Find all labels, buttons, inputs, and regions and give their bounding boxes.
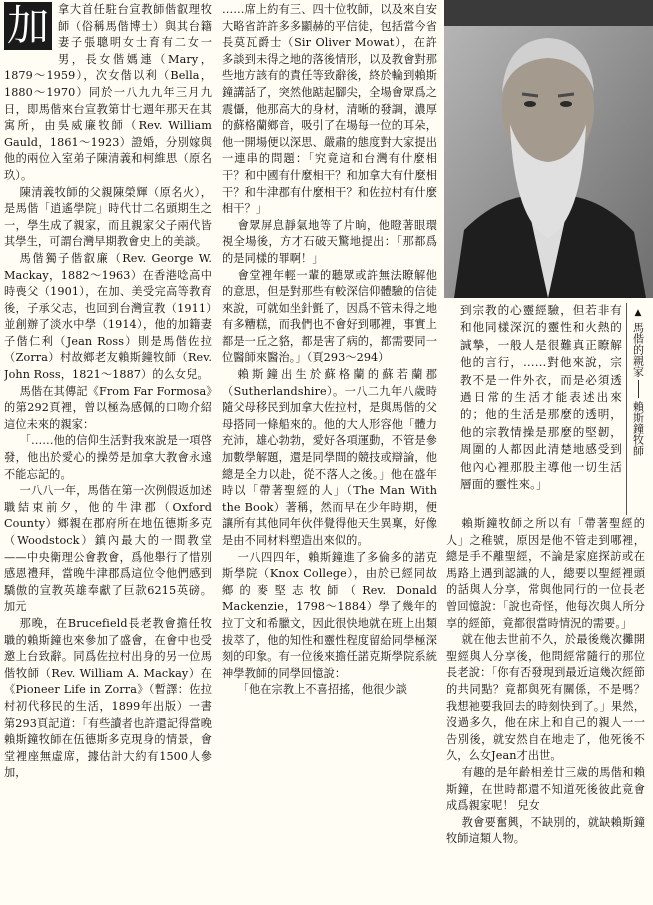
paragraph: ……席上約有三、四十位牧師，以及來自安大略省許許多多顯赫的平信徒，包括當今省長莫瓦爵士（Sir Oliver Mowat），在許多談到未得之地的落後情形，以及教會對那些地方該有的責任等致辭後，終於輪到賴斯鐘講話了，突然他踮起腳尖，全場會眾爲之震懾，他那高大的身材，清晰的發調，濃厚的蘇格蘭鄉音，吸引了在場每一位的耳朵，他一開場便以深思、嚴肅的態度對大家提出一連串的問題：「究竟這和台灣有什麼相干？和中國有什麼相干？和加拿大有什麼相干？和牛津郡有什麼相干？和佐拉村有什麼相干？」	[222, 3, 437, 216]
column-3	[460, 302, 622, 514]
paragraph: 馬偕在其傳記《From Far Formosa》的第292頁裡，曾以極為感佩的口吻介紹這位未來的親家：	[4, 384, 212, 431]
paragraph: 拿大首任駐台宣教師偕叡理牧師（俗稱馬偕博士）與其台籍妻子張聰明女士育有二女一男，長女偕媽連（Mary，1879～1959），次女偕以利（Bella，1880～1970）同於一八九九年三月九日，即馬偕來台宣教第廿七週年那天在其寓所，由吳威廉牧師（Rev. William Gauld，1861～1923）證婚，分別嫁與他的兩位入室弟子陳清義和柯維思（原名玖）。	[4, 3, 212, 182]
triangle-marker-icon: ▲	[634, 308, 642, 318]
portrait-illustration	[444, 0, 653, 298]
column-4	[446, 516, 645, 902]
paragraph: 就在他去世前不久，於最後幾次攤開聖經與人分享後，他問經常隨行的那位長老說：「你有否發現到最近這幾次經節的共同點？竟都與死有關係，不是嗎？我想祂要我回去的時刻快到了。」果然，沒過多久，他在床上和自己的親人一一告別後，就安然自在地走了，他死後不久，么女Jean才出世。	[446, 633, 645, 763]
column-1	[4, 2, 212, 880]
dropcap: 加	[4, 2, 52, 50]
column-2	[222, 2, 437, 900]
series-title: 馬偕的親家	[631, 322, 645, 377]
portrait-photo	[444, 0, 653, 298]
divider	[638, 380, 639, 398]
paragraph: 一八八一年，馬偕在第一次例假返加述職結束前夕，他的牛津郡（Oxford County）鄉親在郡府所在地伍德斯多克（Woodstock）鎮內最大的一間教堂——中央衛理公會教會，爲他舉行了惜別感恩禮拜，當晚牛津郡爲這位令他們感到驕傲的宣教英雄奉獻了巨款6215英磅。加元	[4, 484, 212, 614]
paragraph: 有趣的是年齡相差廿三歲的馬偕和賴斯鐘，在世時都還不知道死後彼此竟會成爲親家呢！ 兒女	[446, 765, 645, 813]
paragraph: 「……他的信仰生活對我來說是一項啓發，他出於愛心的操勞是加拿大教會永遠不能忘記的。	[4, 434, 212, 481]
series-sidebar	[626, 303, 649, 515]
paragraph: 賴斯鐘牧師之所以有「帶著聖經的人」之稚號，原因是他不管走到哪裡，總是手不離聖經，不論是家庭探訪或在馬路上遇到認識的人，總要以聖經裡頭的話與人分享，常與他同行的一位長老曾回憶說：「說也奇怪，他每次與人所分享的經節，竟都很當時情況的需要。」	[446, 517, 645, 630]
paragraph: 「他在宗教上不喜招搖，他很少談	[237, 683, 407, 697]
paragraph: 那晚，在Brucefield長老教會擔任牧職的賴斯鐘也來參加了盛會，在會中也受邀上台致辭。同爲佐拉村出身的另一位馬偕牧師（Rev. William A. Mackay）在《Pioneer Life in Zorra》（暫譯：佐拉村初代移民的生活，1899年出版）一書第293頁記道：「有些讀者也許還記得當晚賴斯鐘牧師在伍德斯多克現身的情景，會堂裡座無虛席，據估計大約有1500人參加，	[4, 616, 212, 780]
paragraph: 陳清義牧師的父親陳榮輝（原名火），是馬偕「逍遙學院」時代廿二名頭期生之一，學生成了親家，而且親家父子兩代皆其學生，可謂台灣早期教會史上的美談。	[4, 185, 212, 249]
paragraph: 賴斯鐘出生於蘇格蘭的蘇若蘭郡（Sutherlandshire）。一八二九年八歲時隨父母移民到加拿大佐拉村，是與馬偕的父母搭同一條船來的。他的大人形容他「體力充沛，雄心勃勃，愛好各項運動，不管是參加數學解題，還是同學間的競技或辯論，他總是全力以赴，從不落人之後。」他在盛年時以「帶著聖經的人」（The Man With the Book）著稱，然而早在少年時期，便讓所有其他同年伙伴覺得他天生異稟，好像是由不同材料塑造出來似的。	[222, 368, 437, 547]
paragraph: 教會要奮興，不缺別的，就缺賴斯鐘牧師這類人物。	[446, 815, 645, 846]
paragraph: 會眾屏息靜氣地等了片晌，他瞪著眼環視全場後，方才石破天驚地提出：「那都爲的是同樣的罪啊！」	[222, 218, 437, 265]
author-name: 賴斯鐘牧師	[631, 401, 645, 456]
paragraph: 馬偕獨子偕叡廉（Rev. George W. Mackay，1882～1963）在香港唸高中時喪父（1901），在加、美受完高等教育後，子承父志，也回到台灣宣教（1911）並創辦了淡水中學（1914），他的加籍妻子偕仁利（Jean Ross）則是馬偕佐拉（Zorra）村故鄉老友賴斯鐘牧師（Rev. John Ross，1821～1887）的么女兒。	[4, 251, 212, 382]
paragraph: 會堂裡年輕一輩的聽眾或許無法瞭解他的意思，但是對那些有較深信仰體驗的信徒來說，可就如坐針氈了，因爲不管未得之地有多糟糕，而我們也不會好到哪裡，事實上都是一丘之貉，都是害了病的，都需要同一位醫師來醫治。」（頁293～294）	[222, 268, 437, 365]
paragraph: 一八四四年，賴斯鐘進了多倫多的諾克斯學院（Knox College），由於已經同故鄉的麥堅志牧師（Rev. Donald Mackenzie，1798～1884）學了幾年的拉丁文和希臘文，因此很快地就在班上出類拔萃了，他的知性和靈性程度留給同學極深刻的印象。有一位後來擔任諾克斯學院系統神學教師的同學回憶說：	[222, 550, 437, 680]
paragraph: 到宗教的心靈經驗，但若非有和他同樣深沉的靈性和火熱的誠摯，一般人是很難真正瞭解他的言行，……對他來說，宗教不是一件外衣，而是必須透過日常的生活才能表述出來的；他的生活是那麼的透明，他的宗教情操是那麼的堅韌，周圍的人都因此清楚地感受到他內心裡那股主導他一切生活層面的靈性來。」	[460, 303, 622, 492]
